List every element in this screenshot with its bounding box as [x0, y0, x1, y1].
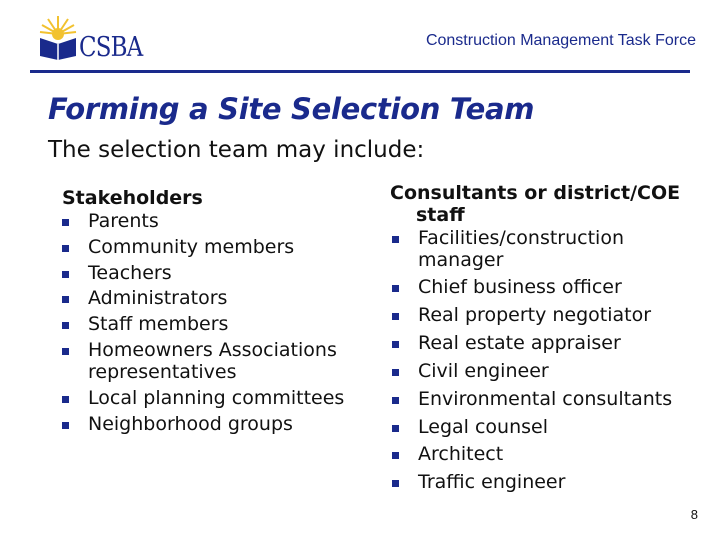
list-item-text: Legal counsel [418, 415, 548, 438]
list-item [390, 444, 700, 466]
square-bullet-icon [392, 285, 399, 292]
square-bullet-icon [392, 236, 399, 243]
square-bullet-icon [62, 348, 69, 355]
list-item [62, 388, 362, 410]
square-bullet-icon [62, 245, 69, 252]
square-bullet-icon [392, 480, 399, 487]
square-bullet-icon [392, 397, 399, 404]
list-item [62, 288, 362, 310]
square-bullet-icon [62, 396, 69, 403]
list-item-text: Traffic engineer [418, 471, 566, 494]
consultants-column [390, 183, 700, 500]
list-item-text: Real property negotiator [418, 304, 652, 327]
list-item-text: Homeowners Associations representatives [88, 339, 337, 383]
list-item-text: Civil engineer [418, 359, 549, 382]
header-title: Construction Management Task Force [425, 32, 696, 49]
slide-subtitle: The selection team may include: [48, 137, 425, 163]
list-item [62, 237, 362, 259]
square-bullet-icon [392, 313, 399, 320]
square-bullet-icon [62, 271, 69, 278]
consultants-list [390, 228, 700, 494]
list-item [62, 263, 362, 285]
logo-wordmark: CSBA [79, 32, 143, 63]
list-item-text: Environmental consultants [418, 387, 673, 410]
list-item [390, 228, 700, 272]
list-item [390, 361, 700, 383]
square-bullet-icon [62, 219, 69, 226]
list-item [62, 414, 362, 436]
list-item-text: Architect [418, 443, 504, 466]
list-item [62, 314, 362, 336]
list-item-text: Teachers [88, 261, 172, 284]
list-item [390, 472, 700, 494]
slide-title: Forming a Site Selection Team [48, 92, 535, 126]
square-bullet-icon [62, 322, 69, 329]
list-item-text: Chief business officer [418, 276, 622, 299]
square-bullet-icon [392, 369, 399, 376]
stakeholders-column [62, 188, 362, 439]
list-item-text: Facilities/construction manager [418, 226, 624, 271]
square-bullet-icon [392, 425, 399, 432]
list-item-text: Administrators [88, 287, 228, 310]
header-divider [30, 70, 690, 73]
csba-logo [36, 12, 143, 63]
consultants-heading: Consultants or district/COE staff [390, 182, 681, 226]
page-number: 8 [690, 507, 698, 522]
list-item-text: Local planning committees [88, 386, 345, 409]
square-bullet-icon [62, 422, 69, 429]
list-item-text: Neighborhood groups [88, 412, 293, 435]
list-item [62, 340, 362, 384]
square-bullet-icon [392, 452, 399, 459]
list-item [390, 389, 700, 411]
square-bullet-icon [62, 296, 69, 303]
list-item-text: Staff members [88, 313, 229, 336]
stakeholders-heading: Stakeholders [62, 187, 203, 209]
list-item [390, 333, 700, 355]
book-with-rising-sun-icon [36, 12, 84, 60]
list-item-text: Parents [88, 209, 159, 232]
list-item [62, 211, 362, 233]
list-item [390, 277, 700, 299]
list-item [390, 417, 700, 439]
square-bullet-icon [392, 341, 399, 348]
list-item-text: Real estate appraiser [418, 332, 621, 355]
stakeholders-list [62, 211, 362, 436]
list-item [390, 305, 700, 327]
list-item-text: Community members [88, 235, 295, 258]
